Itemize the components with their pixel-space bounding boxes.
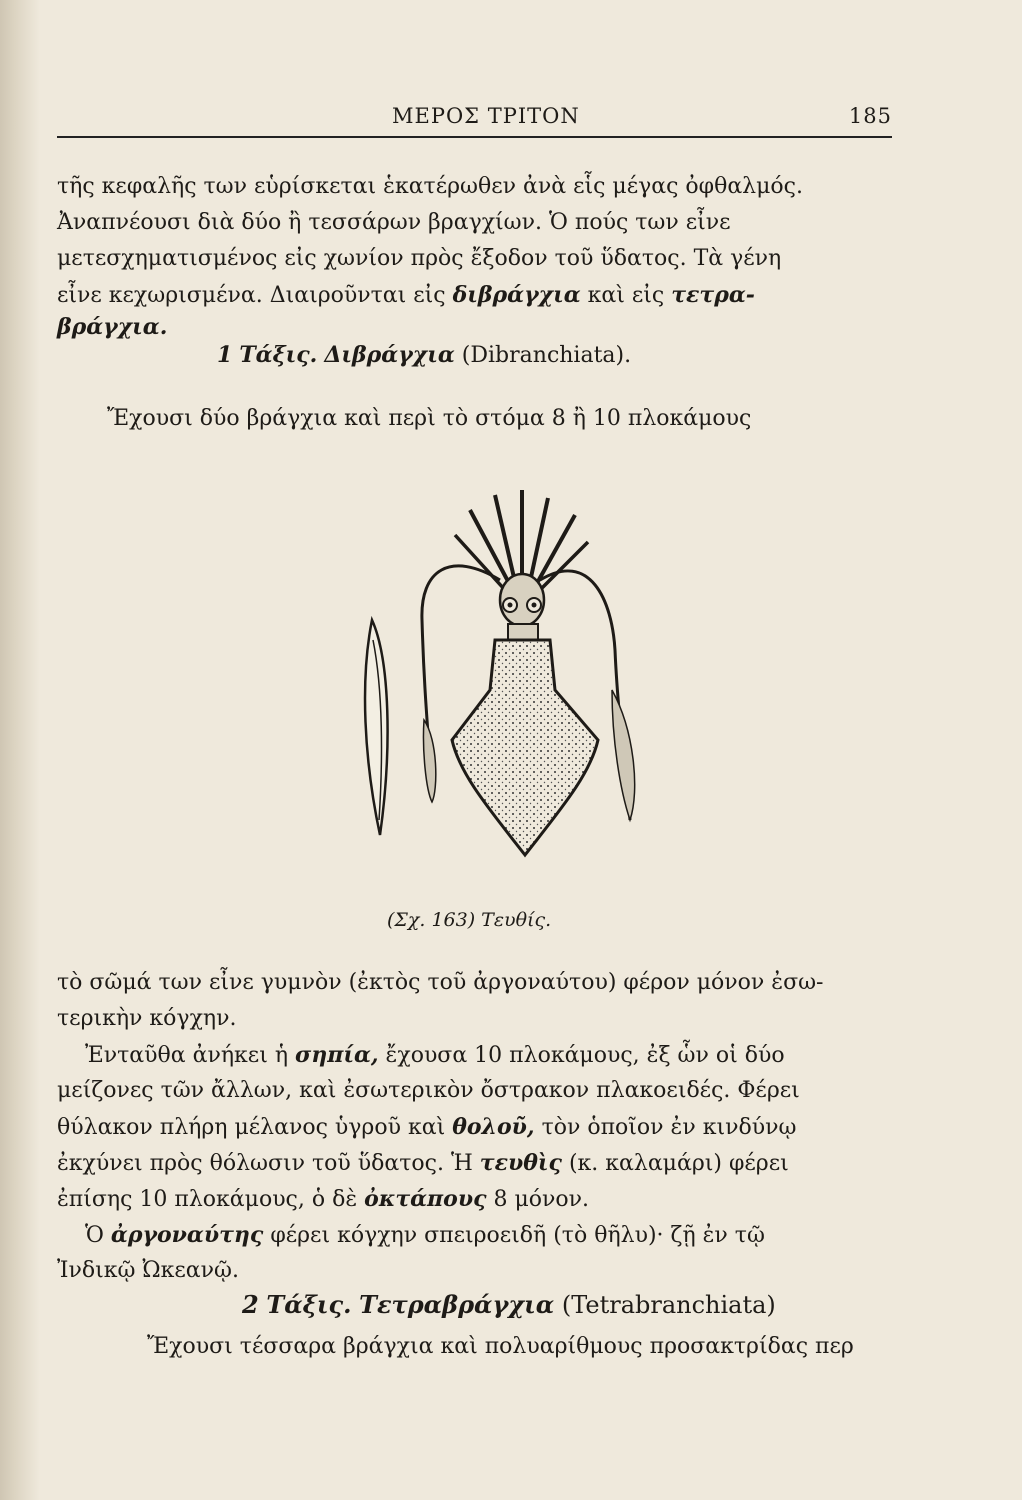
text-line: Ἀναπνέουσι διὰ δύο ἢ τεσσάρων βραγχίων. Ὁ πούς των εἶνε: [57, 210, 731, 235]
section-number: 1: [217, 342, 233, 368]
text-line: τῆς κεφαλῆς των εὑρίσκεται ἑκατέρωθεν ἀνὰ εἷς μέγας ὀφθαλμός.: [57, 174, 803, 199]
text-line: μείζονες τῶν ἄλλων, καὶ ἐσωτερικὸν ὄστρακον πλακοειδές. Φέρει: [57, 1078, 800, 1103]
term-sepia: σηπία,: [295, 1042, 379, 1068]
book-binding-shadow: [0, 0, 40, 1500]
text-line: Ἰνδικῷ Ὠκεανῷ.: [57, 1258, 239, 1283]
squid-illustration-icon: [350, 490, 650, 860]
text-line: Ἔχουσι τέσσαρα βράγχια καὶ πολυαρίθμους προσακτρίδας περ: [147, 1334, 854, 1359]
section-number: 2: [242, 1290, 259, 1319]
page-number: 185: [848, 104, 892, 128]
section-word: Τάξις.: [266, 1290, 352, 1319]
page-header: [57, 104, 892, 134]
text-line: θύλακον πλήρη μέλανος ὑγροῦ καὶ θολοῦ, τὸν ὁποῖον ἐν κινδύνῳ: [57, 1114, 797, 1140]
running-title: ΜΕΡΟΣ ΤΡΙΤΟΝ: [392, 104, 580, 128]
text-line: Ἔχουσι δύο βράγχια καὶ περὶ τὸ στόμα 8 ἢ 10 πλοκάμους: [107, 406, 752, 431]
term-squid: τευθὶς: [479, 1150, 562, 1176]
section-title: Διβράγχια: [324, 342, 455, 368]
term-dibranchia: διβράγχια: [452, 282, 581, 308]
term-tetrabranchia: τετρα-: [671, 282, 755, 308]
text-line: τὸ σῶμά των εἶνε γυμνὸν (ἐκτὸς τοῦ ἀργοναύτου) φέρον μόνον ἐσω-: [57, 970, 824, 995]
section-title: Τετραβράγχια: [359, 1290, 555, 1319]
header-rule: [57, 136, 892, 138]
term-octopus: ὀκτάπους: [364, 1186, 487, 1212]
section-word: Τάξις.: [239, 342, 318, 368]
section-latin: (Dibranchiata).: [461, 343, 632, 368]
text-line: βράγχια.: [57, 314, 168, 340]
section-latin: (Tetrabranchiata): [561, 1291, 776, 1319]
text-line: Ὁ ἀργοναύτης φέρει κόγχην σπειροειδῆ (τὸ θῆλυ)· ζῇ ἐν τῷ: [85, 1222, 765, 1248]
text-line: ἐκχύνει πρὸς θόλωσιν τοῦ ὕδατος. Ἡ τευθὶς (κ. καλαμάρι) φέρει: [57, 1150, 789, 1176]
text-line: μετεσχηματισμένος εἰς χωνίον πρὸς ἔξοδον τοῦ ὕδατος. Τὰ γένη: [57, 246, 782, 271]
text-line: Ἐνταῦθα ἀνήκει ἡ σηπία, ἔχουσα 10 πλοκάμους, ἐξ ὧν οἱ δύο: [85, 1042, 785, 1068]
text-line: ἐπίσης 10 πλοκάμους, ὁ δὲ ὀκτάπους 8 μόνον.: [57, 1186, 590, 1212]
caption-text: (Σχ. 163) Τευθίς.: [387, 909, 552, 931]
text-line: τερικὴν κόγχην.: [57, 1006, 237, 1031]
term-ink: θολοῦ,: [452, 1114, 535, 1140]
text-line: εἶνε κεχωρισμένα. Διαιροῦνται εἰς διβράγχια καὶ εἰς τετρα-: [57, 282, 755, 308]
term-argonaut: ἀργοναύτης: [110, 1222, 264, 1248]
